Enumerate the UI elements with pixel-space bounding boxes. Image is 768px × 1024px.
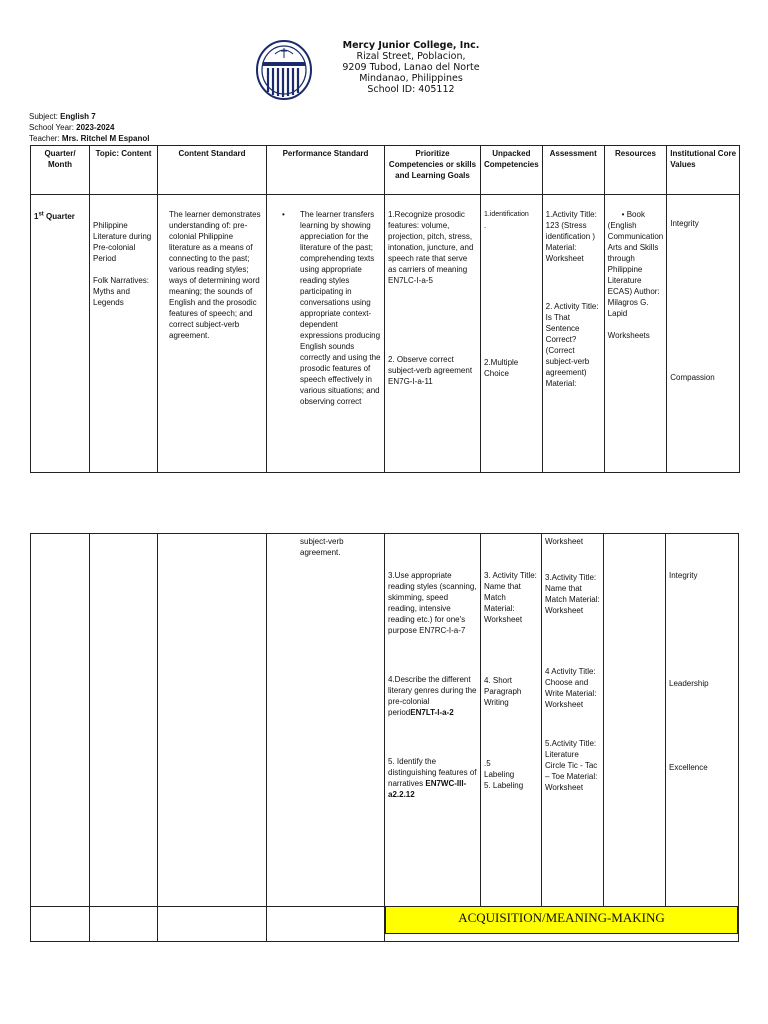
subject-label: Subject: <box>29 112 61 121</box>
competency-1: 1.Recognize prosodic features: volume, projection, pitch, stress, intonation, juncture, and speech rate that serve as carriers of meaning EN7LC-I-a-5 <box>388 210 474 285</box>
unpacked-1-dot: . <box>484 221 487 230</box>
quarter-cell <box>31 195 90 473</box>
performance-standard-wrap <box>270 209 381 407</box>
competencies-cell <box>385 534 481 907</box>
performance-standard-text: The learner transfers learning by showing appreciation for the literature of the past; comprehending texts using appropriate reading styles participating in conversations using appropriate context-dependent expressions producing English sounds correctly and using the prosodic features of speech effectively in various situations; and observing correct <box>300 210 381 406</box>
competency-5 <box>388 756 477 800</box>
school-address-line2: 9209 Tubod, Lanao del Norte <box>342 62 480 73</box>
col-header-unpacked: Unpacked Competencies <box>481 146 543 195</box>
resources-cell-empty <box>604 534 666 907</box>
content-standard-text: • The learner demonstrates understanding of: pre-colonial Philippine literature as a means of connecting to the past; various reading styles; ways of determining word meaning; the sounds of English and the prosodic features of speech; and correct subject-verb agreement. <box>161 209 263 341</box>
core-value-integrity: Integrity <box>670 219 699 228</box>
resources-cell <box>604 195 667 473</box>
col-header-performance-standard: Performance Standard <box>267 146 385 195</box>
assessment-cell <box>542 534 604 907</box>
quarter-cell-empty <box>31 534 90 907</box>
assessment-cell <box>542 195 604 473</box>
topic-narratives: Folk Narratives: Myths and Legends <box>93 276 150 307</box>
resource-worksheets: Worksheets <box>607 331 650 340</box>
bullet-dot-icon: • <box>282 210 285 219</box>
topic-period: Philippine Literature during Pre-colonial Period <box>93 221 152 263</box>
competency-3: 3.Use appropriate reading styles (scanning, skimming, speed reading, intensive reading etc.) for one's purpose EN7RC-I-a-7 <box>388 571 477 635</box>
unpacked-5-dot: .5 <box>484 759 491 768</box>
core-values-cell <box>666 534 739 907</box>
acquisition-banner: ACQUISITION/MEANING-MAKING <box>385 906 738 934</box>
school-id: School ID: 405112 <box>367 84 455 95</box>
school-year-value: 2023-2024 <box>76 123 115 132</box>
unpacked-5-a: Labeling <box>484 770 515 779</box>
unpacked-2: 2.Multiple Choice <box>484 358 519 378</box>
subject-line <box>29 111 149 122</box>
content-standard-cell <box>158 195 267 473</box>
assessment-2-continued: Worksheet <box>545 537 584 546</box>
assessment-4: 4 Activity Title: Choose and Write Material: Worksheet <box>545 667 597 709</box>
unpacked-1: 1.identification <box>484 211 529 218</box>
competency-4 <box>388 674 477 718</box>
quarter-suffix: st <box>38 211 44 217</box>
unpacked-cell <box>481 195 543 473</box>
teacher-value: Mrs. Ritchel M Espanol <box>61 134 150 143</box>
school-info <box>311 40 511 95</box>
competencies-cell <box>385 195 481 473</box>
resource-book: Book (English Communication Arts and Skills through Philippine Literature ECAS) Author: Milagros G. Lapid <box>607 210 664 318</box>
assessment-1: 1.Activity Title: 123 (Stress identification ) Material: Worksheet <box>545 210 597 263</box>
core-values-cell <box>667 195 740 473</box>
school-year-label: School Year: <box>29 123 77 132</box>
subject-value: English 7 <box>60 112 96 121</box>
col-header-competencies: Prioritize Competencies or skills and Learning Goals <box>385 146 481 195</box>
quarter-label: Quarter <box>43 211 75 221</box>
table-header-row <box>31 146 740 195</box>
school-year-line <box>29 122 149 133</box>
col-header-topic: Topic: Content <box>90 146 158 195</box>
curriculum-table-page1 <box>30 145 740 473</box>
school-name: Mercy Junior College, Inc. <box>342 40 480 51</box>
teacher-label: Teacher: <box>29 134 62 143</box>
assessment-3: 3.Activity Title: Name that Match Material: Worksheet <box>545 573 600 615</box>
unpacked-4: 4. Short Paragraph Writing <box>484 676 522 707</box>
core-value-leadership: Leadership <box>669 679 709 688</box>
empty-cell <box>267 907 385 942</box>
document-meta <box>29 111 149 144</box>
core-value-integrity: Integrity <box>669 571 698 580</box>
col-header-quarter: Quarter/ Month <box>31 146 90 195</box>
school-seal-logo <box>255 40 313 100</box>
performance-standard-cell <box>267 195 385 473</box>
curriculum-table-page2 <box>30 533 739 942</box>
school-address-line1: Rizal Street, Poblacion, <box>356 51 466 62</box>
topic-cell <box>90 195 158 473</box>
competency-4-code: EN7LT-I-a-2 <box>410 708 454 717</box>
competency-5-text: 5. Identify the distinguishing features of narratives <box>388 757 477 788</box>
quarter-number: 1 <box>34 211 39 221</box>
table-row <box>31 195 740 473</box>
performance-standard-cell <box>267 534 385 907</box>
teacher-line <box>29 133 149 144</box>
col-header-content-standard: Content Standard <box>158 146 267 195</box>
unpacked-5-b: 5. Labeling <box>484 781 524 790</box>
competency-5-code: EN7WC-III-a2.2.12 <box>388 779 467 799</box>
unpacked-3: 3. Activity Title: Name that Match Material: Worksheet <box>484 571 537 624</box>
table-row <box>31 534 739 907</box>
assessment-5: 5.Activity Title: Literature Circle Tic - Tac – Toe Material: Worksheet <box>545 739 598 792</box>
bullet-dot-icon: • <box>621 210 625 219</box>
empty-cell <box>158 907 267 942</box>
performance-standard-continued: subject-verb agreement. <box>300 537 344 557</box>
empty-cell <box>31 907 90 942</box>
competency-2: 2. Observe correct subject-verb agreement EN7G-I-a-11 <box>388 355 473 386</box>
school-address-line3: Mindanao, Philippines <box>359 73 463 84</box>
resources-wrap <box>608 209 664 319</box>
assessment-2: 2. Activity Title: Is That Sentence Correct? (Correct subject-verb agreement) Material: <box>545 302 599 388</box>
unpacked-cell <box>481 534 542 907</box>
school-header <box>255 40 655 104</box>
core-value-excellence: Excellence <box>669 763 708 772</box>
col-header-core-values: Institutional Core Values <box>667 146 740 195</box>
col-header-resources: Resources <box>604 146 667 195</box>
col-header-assessment: Assessment <box>542 146 604 195</box>
competency-4-text: 4.Describe the different literary genres during the pre-colonial period <box>388 675 477 717</box>
topic-cell-empty <box>90 534 158 907</box>
content-standard-cell-empty <box>158 534 267 907</box>
empty-cell <box>90 907 158 942</box>
core-value-compassion: Compassion <box>670 373 715 382</box>
